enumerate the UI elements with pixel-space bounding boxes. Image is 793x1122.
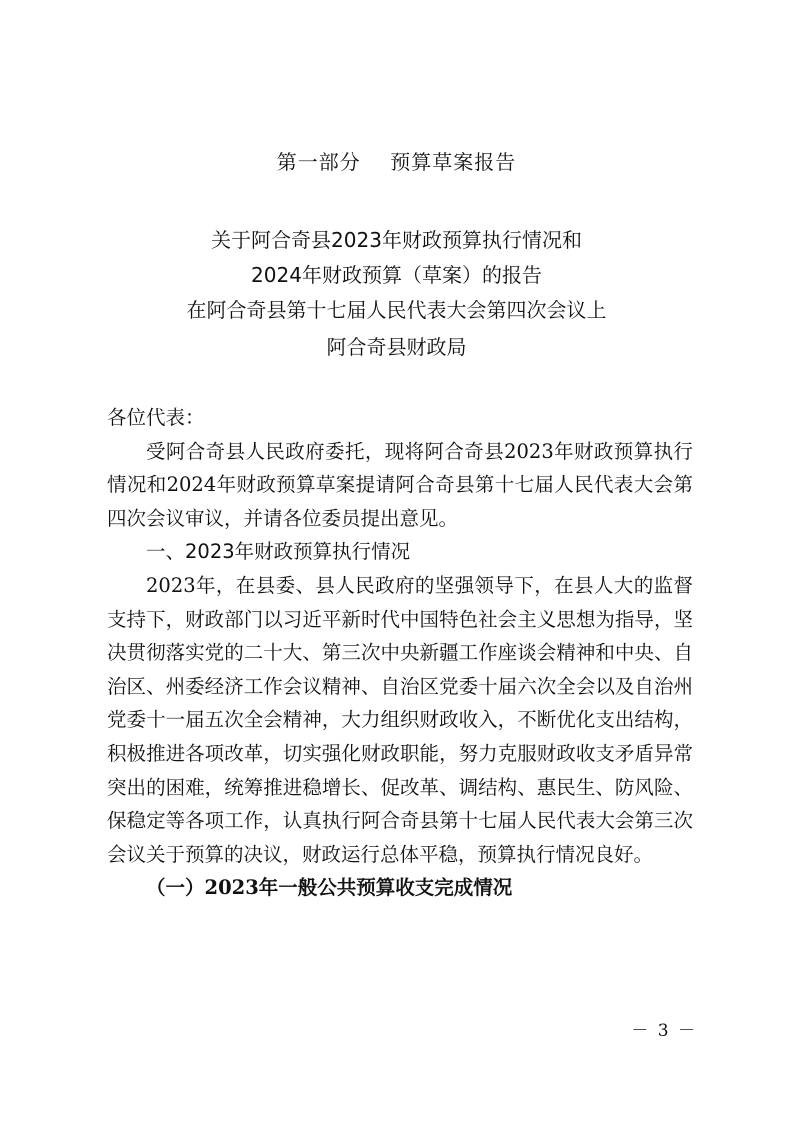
subtitle-author: 阿合奇县财政局 — [326, 335, 467, 359]
report-title-line-1: 关于阿合奇县2023年财政预算执行情况和 — [211, 228, 582, 252]
section-heading-1: 一、2023年财政预算执行情况 — [146, 540, 411, 564]
page-number: － 3 － — [631, 1021, 697, 1041]
execution-paragraph: 2023年，在县委、县人民政府的坚强领导下，在县人大的监督支持下，财政部门以习近平新时代中国特色社会主义思想为指导，坚决贯彻落实党的二十大、第三次中央新疆工作座谈会精神和中央、自治区、州委经济工作会议精神、自治区党委十届六次全会以及自治州党委十一届五次全会精神，大力组织财政收入，不断优化支出结构，积极推进各项改革，切实强化财政职能，努力克服财政收支矛盾异常突出的困难，统筹推进稳增长、促改革、调结构、惠民生、防风险、保稳定等各项工作，认真执行阿合奇县第十七届人民代表大会第三次会议关于预算的决议，财政运行总体平稳，预算执行情况良好。 — [107, 573, 693, 866]
report-title-line-2: 2024年财政预算（草案）的报告 — [251, 263, 542, 287]
document-body — [107, 401, 693, 905]
subtitle-meeting: 在阿合奇县第十七届人民代表大会第四次会议上 — [186, 298, 607, 322]
part-title: 第一部分 预算草案报告 — [276, 150, 517, 174]
salutation: 各位代表： — [107, 406, 205, 429]
section-heading-1-1: （一）2023年一般公共预算收支完成情况 — [146, 876, 513, 900]
intro-paragraph: 受阿合奇县人民政府委托，现将阿合奇县2023年财政预算执行情况和2024年财政预算草案提请阿合奇县第十七届人民代表大会第四次会议审议，并请各位委员提出意见。 — [107, 439, 693, 530]
